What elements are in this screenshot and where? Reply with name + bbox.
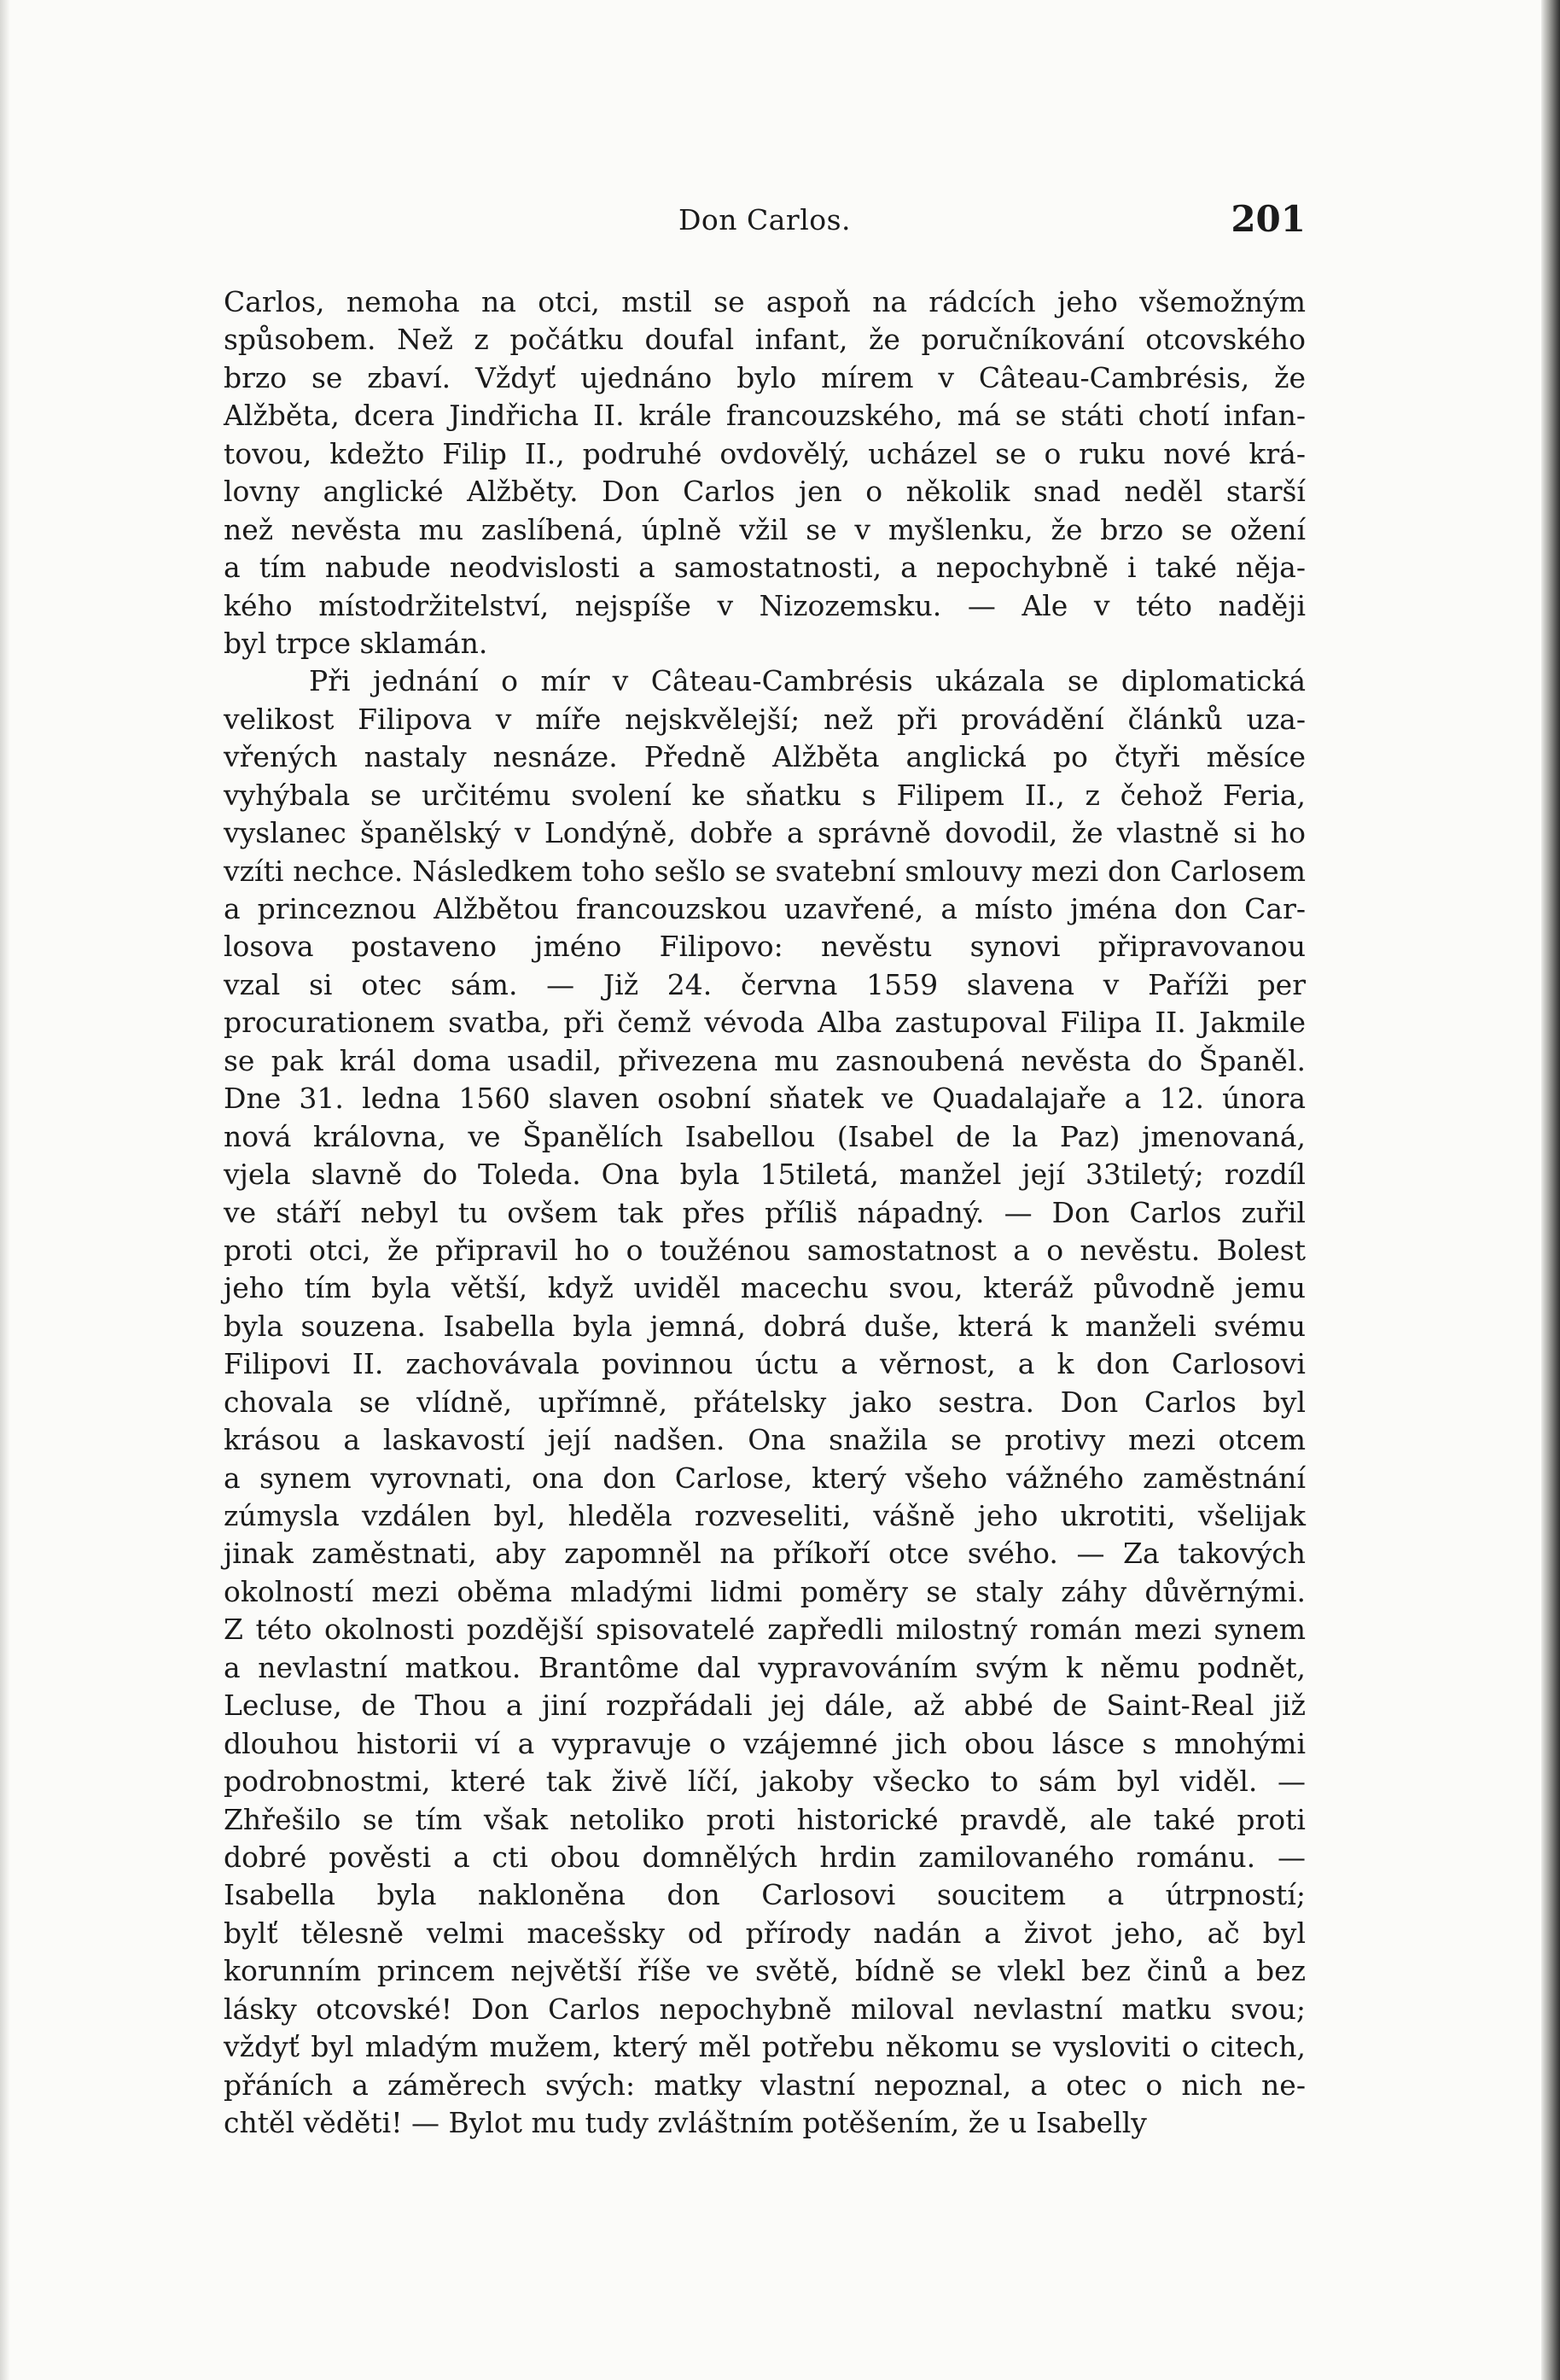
text-line: se pak král doma usadil, přivezena mu zasnoubená nevěsta do Španěl. xyxy=(224,1043,1306,1077)
text-line: byla souzena. Isabella byla jemná, dobrá duše, která k manželi svému xyxy=(224,1309,1306,1343)
text-line: Filipovi II. zachovávala povinnou úctu a věrnost, a k don Carlosovi xyxy=(224,1347,1306,1381)
page-body xyxy=(224,283,1306,2142)
text-line: kého místodržitelství, nejspíše v Nizozemsku. — Ale v této naději xyxy=(224,588,1306,622)
scan-left-edge xyxy=(0,0,10,2380)
text-line: jinak zaměstnati, aby zapomněl na příkoří otce svého. — Za takových xyxy=(224,1537,1306,1571)
page-header xyxy=(224,198,1306,249)
text-line: vřených nastaly nesnáze. Předně Alžběta anglická po čtyři měsíce xyxy=(224,740,1306,774)
text-line: lásky otcovské! Don Carlos nepochybně miloval nevlastní matku svou; xyxy=(224,1992,1306,2026)
text-line: Dne 31. ledna 1560 slaven osobní sňatek ve Quadalajaře a 12. února xyxy=(224,1082,1306,1116)
text-line: Alžběta, dcera Jindřicha II. krále francouzského, má se státi chotí infan- xyxy=(224,399,1306,433)
running-title: Don Carlos. xyxy=(678,203,852,236)
scan-right-edge xyxy=(1541,0,1560,2380)
text-line: vzal si otec sám. — Již 24. června 1559 slavena v Paříži per xyxy=(224,967,1306,1001)
text-line: než nevěsta mu zaslíbená, úplně vžil se v myšlenku, že brzo se ožení xyxy=(224,512,1306,546)
text-line: chtěl věděti! — Bylot mu tudy zvláštním potěšením, že u Isabelly xyxy=(224,2106,1147,2139)
text-line: vždyť byl mladým mužem, který měl potřebu někomu se vysloviti o citech, xyxy=(224,2030,1306,2064)
text-line: Zhřešilo se tím však netoliko proti historické pravdě, ale také proti xyxy=(224,1802,1306,1836)
text-line: Isabella byla nakloněna don Carlosovi soucitem a útrpností; xyxy=(224,1878,1306,1912)
text-line: ve stáří nebyl tu ovšem tak přes příliš nápadný. — Don Carlos zuřil xyxy=(224,1195,1306,1229)
text-line: a tím nabude neodvislosti a samostatnosti, a nepochybně i také něja- xyxy=(224,551,1306,585)
text-line: chovala se vlídně, upřímně, přátelsky jako sestra. Don Carlos byl xyxy=(224,1385,1306,1419)
text-line: nová královna, ve Španělích Isabellou (Isabel de la Paz) jmenovaná, xyxy=(224,1119,1306,1153)
text-line: zúmysla vzdálen byl, hleděla rozveseliti, vášně jeho ukrotiti, všelijak xyxy=(224,1499,1306,1532)
page-number: 201 xyxy=(1231,198,1306,240)
text-line: dobré pověsti a cti obou domnělých hrdin zamilovaného románu. — xyxy=(224,1840,1306,1874)
text-line: a synem vyrovnati, ona don Carlose, který všeho vážného zaměstnání xyxy=(224,1461,1306,1495)
paragraph xyxy=(224,283,1306,662)
text-line: jeho tím byla větší, když uviděl macechu svou, kteráž původně jemu xyxy=(224,1271,1306,1305)
text-line: vyhýbala se určitému svolení ke sňatku s Filipem II., z čehož Feria, xyxy=(224,778,1306,812)
text-line: a nevlastní matkou. Brantôme dal vypravováním svým k němu podnět, xyxy=(224,1650,1306,1684)
text-line: a princeznou Alžbětou francouzskou uzavřené, a místo jména don Car- xyxy=(224,892,1306,925)
text-line: spůsobem. Než z počátku doufal infant, že poručníkování otcovského xyxy=(224,323,1306,357)
text-line: vjela slavně do Toleda. Ona byla 15tiletá, manžel její 33tiletý; rozdíl xyxy=(224,1158,1306,1192)
text-line: losova postaveno jméno Filipovo: nevěstu synovi připravovanou xyxy=(224,930,1306,964)
text-line: vyslanec španělský v Londýně, dobře a správně dovodil, že vlastně si ho xyxy=(224,816,1306,850)
text-line: dlouhou historii ví a vypravuje o vzájemné jich obou lásce s mnohými xyxy=(224,1726,1306,1760)
text-line: byl trpce sklamán. xyxy=(224,626,488,660)
text-line: bylť tělesně velmi macešsky od přírody nadán a život jeho, ač byl xyxy=(224,1916,1306,1950)
text-line: proti otci, že připravil ho o toužénou samostatnost a o nevěstu. Bolest xyxy=(224,1233,1306,1267)
text-line: okolností mezi oběma mladými lidmi poměry se staly záhy důvěrnými. xyxy=(224,1574,1306,1608)
text-line: velikost Filipova v míře nejskvělejší; než při provádění článků uza- xyxy=(224,702,1306,736)
paragraph xyxy=(224,662,1306,2142)
text-line: korunním princem největší říše ve světě, bídně se vlekl bez činů a bez xyxy=(224,1954,1306,1988)
text-line: lovny anglické Alžběty. Don Carlos jen o několik snad neděl starší xyxy=(224,475,1306,509)
text-line: procurationem svatba, při čemž vévoda Alba zastupoval Filipa II. Jakmile xyxy=(224,1006,1306,1040)
text-line: Při jednání o mír v Câteau-Cambrésis ukázala se diplomatická xyxy=(309,664,1306,698)
text-line: podrobnostmi, které tak živě líčí, jakoby všecko to sám byl viděl. — xyxy=(224,1765,1306,1799)
text-line: brzo se zbaví. Vždyť ujednáno bylo mírem v Câteau-Cambrésis, že xyxy=(224,360,1306,394)
text-line: krásou a laskavostí její nadšen. Ona snažila se protivy mezi otcem xyxy=(224,1423,1306,1457)
text-line: Lecluse, de Thou a jiní rozpřádali jej dále, až abbé de Saint-Real již xyxy=(224,1689,1306,1723)
text-line: přáních a záměrech svých: matky vlastní nepoznal, a otec o nich ne- xyxy=(224,2068,1306,2102)
text-line: vzíti nechce. Následkem toho sešlo se svatební smlouvy mezi don Carlosem xyxy=(224,854,1306,888)
text-line: Carlos, nemoha na otci, mstil se aspoň na rádcích jeho všemožným xyxy=(224,285,1306,318)
text-line: Z této okolnosti pozdější spisovatelé zapředli milostný román mezi synem xyxy=(224,1613,1306,1647)
text-line: tovou, kdežto Filip II., podruhé ovdovělý, ucházel se o ruku nové krá- xyxy=(224,436,1306,470)
